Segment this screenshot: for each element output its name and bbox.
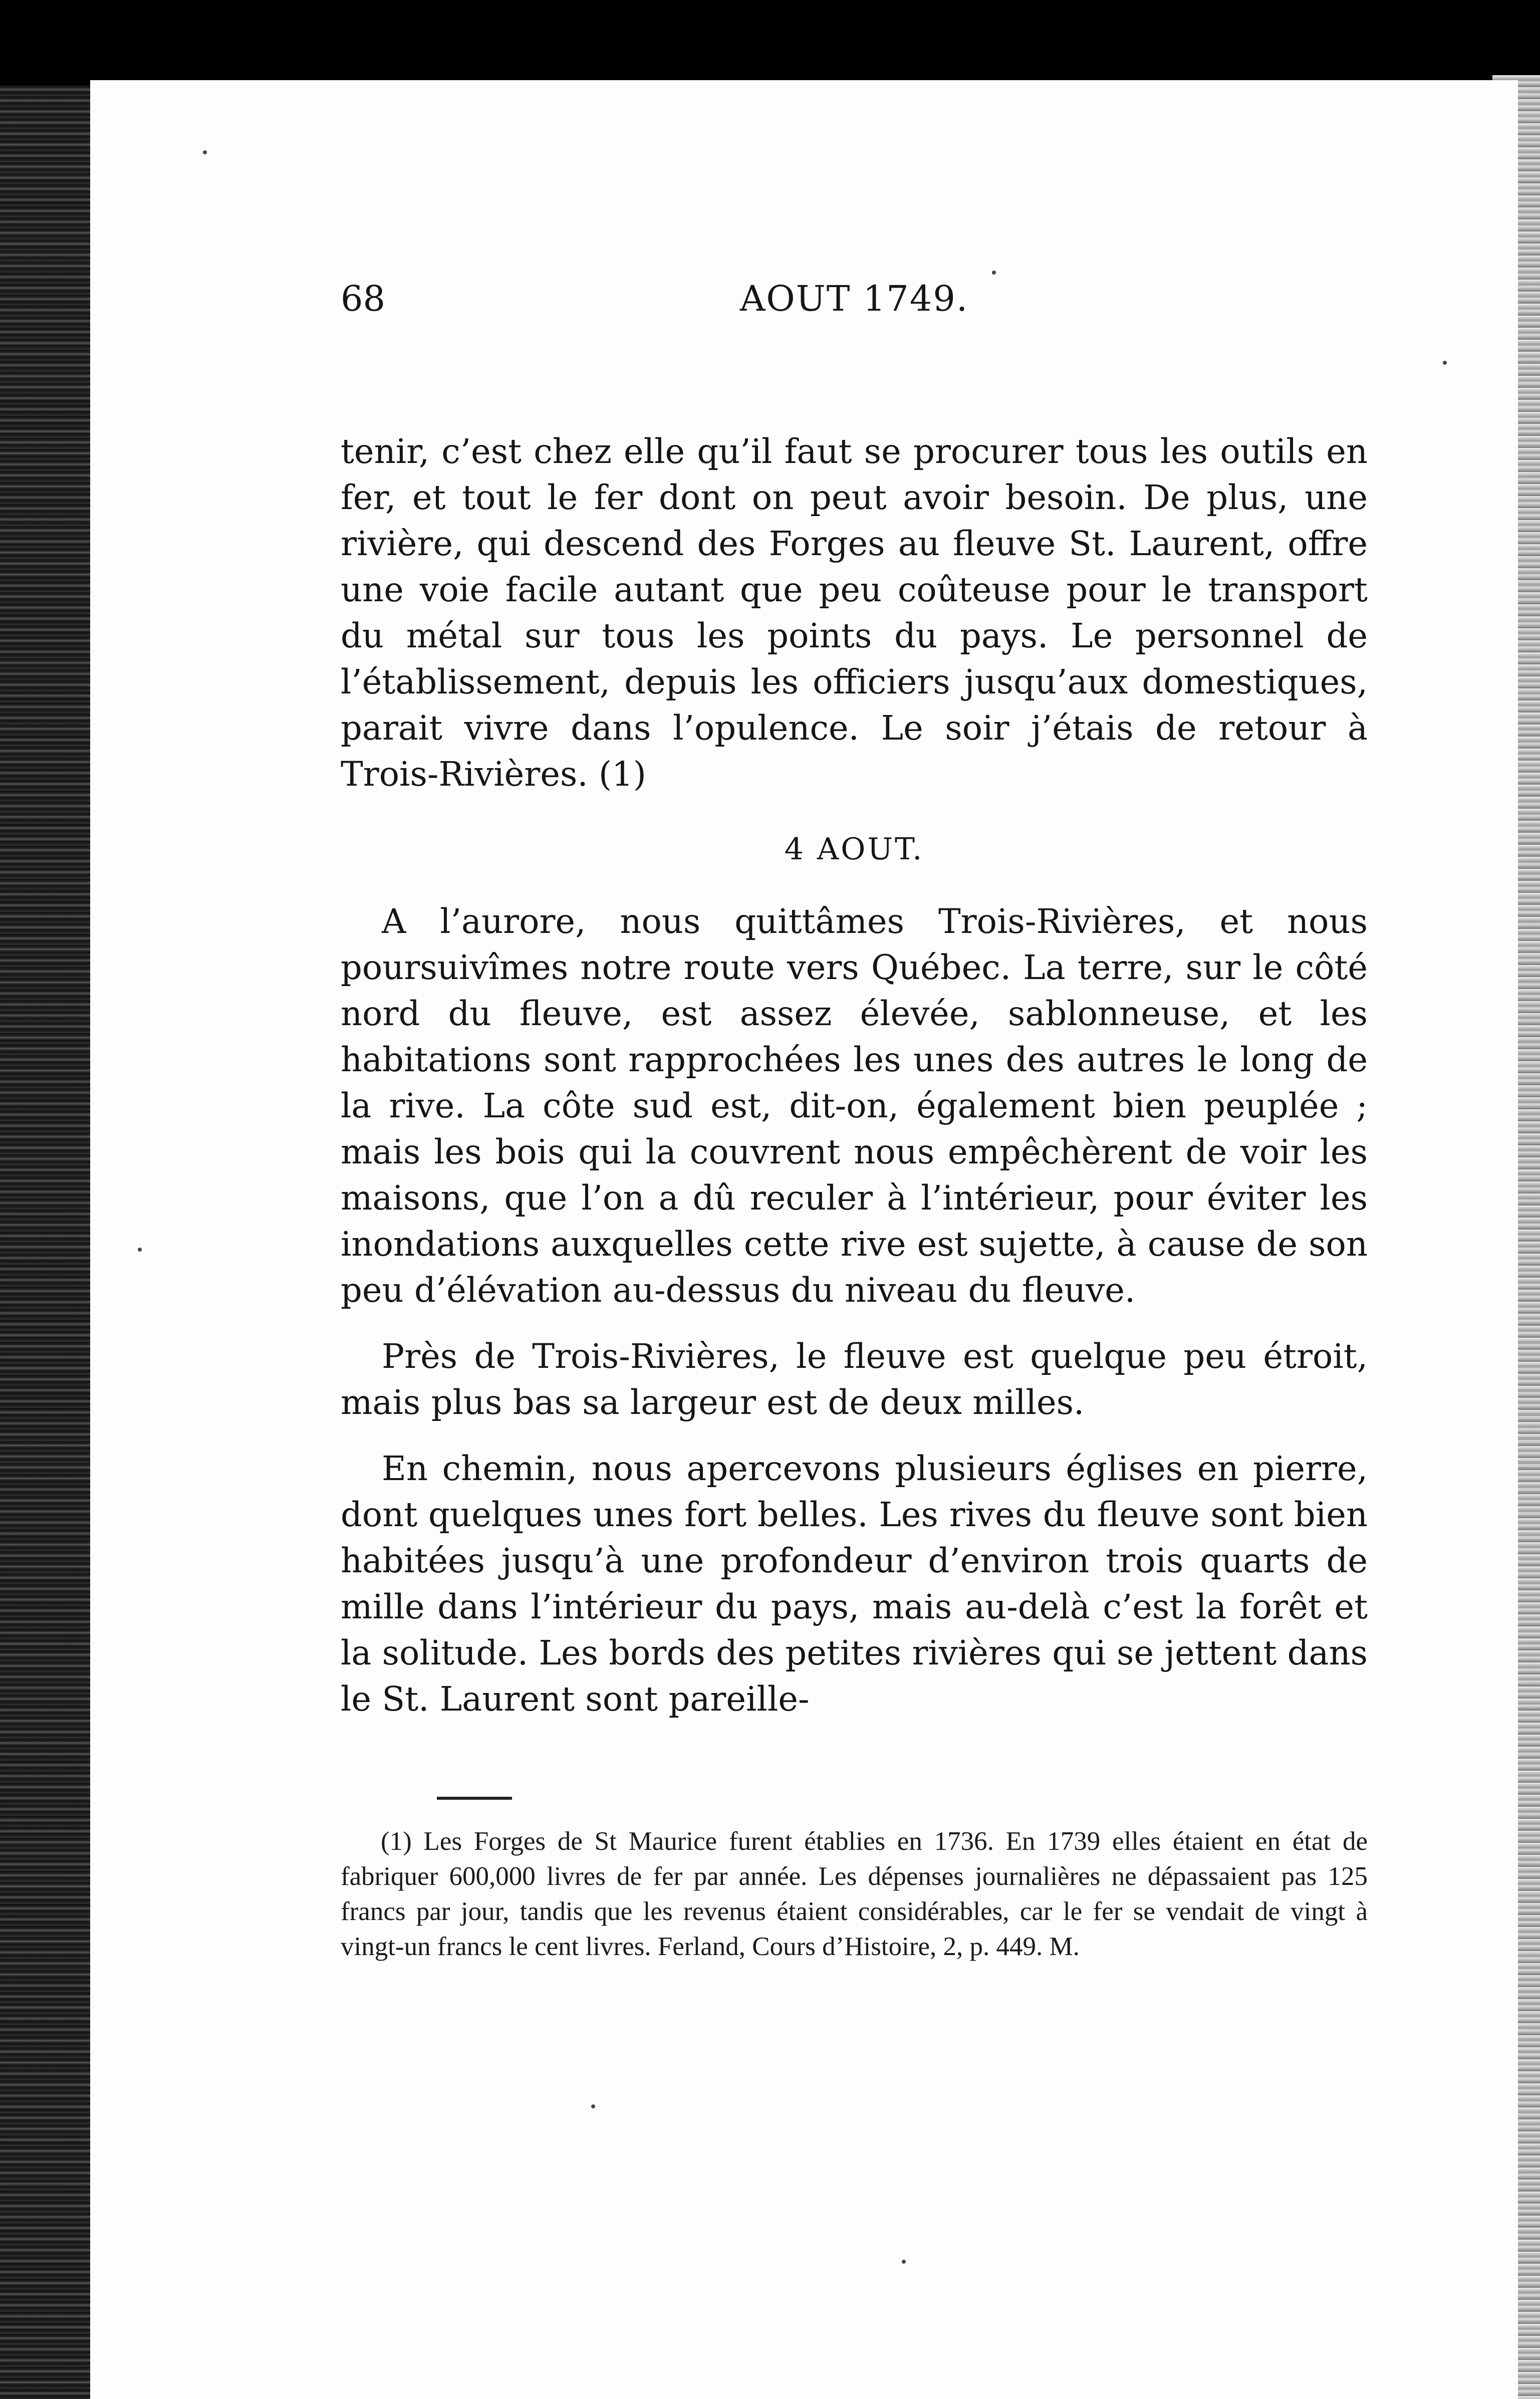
- paragraph-4: En chemin, nous apercevons plusieurs églises en pierre, dont quelques unes fort belles. Les rives du fleuve sont bien habitées jusqu’à une profondeur d’environ trois quarts de mille dans l’intérieur du pays, mais au-delà c’est la forêt et la solitude. Les bords des petites rivières qui se jettent dans le St. Laurent sont pareille-: [341, 1449, 1368, 1719]
- scan-left-edge: [0, 85, 95, 2399]
- body-text: [341, 428, 1368, 1722]
- footnote: (1) Les Forges de St Maurice furent établies en 1736. En 1739 elles étaient en état de fabriquer 600,000 livres de fer par année. Les dépenses journalières ne dépassaient pas 125 francs par jour, tandis que les revenus étaient considérables, car le fer se vendait de vingt à vingt-un francs le cent livres. Ferland, Cours d’Histoire, 2, p. 449. M.: [341, 1827, 1368, 1961]
- scan-speck: [138, 1248, 142, 1252]
- paragraph-1: tenir, c’est chez elle qu’il faut se procurer tous les outils en fer, et tout le fer dont on peut avoir besoin. De plus, une rivière, qui descend des Forges au fleuve St. Laurent, offre une voie facile autant que peu coûteuse pour le transport du métal sur tous les points du pays. Le personnel de l’établissement, depuis les officiers jusqu’aux domestiques, parait vivre dans l’opulence. Le soir j’étais de retour à Trois-Rivières. (1): [341, 432, 1368, 794]
- footnote-rule: [437, 1797, 512, 1800]
- page-number: 68: [341, 278, 386, 319]
- scan-speck: [902, 2260, 906, 2264]
- section-heading: 4 AOUT.: [784, 832, 924, 867]
- paragraph-3: Près de Trois-Rivières, le fleuve est quelque peu étroit, mais plus bas sa largeur est de deux milles.: [341, 1337, 1368, 1422]
- paragraph-2: A l’aurore, nous quittâmes Trois-Rivières, et nous poursuivîmes notre route vers Québec. La terre, sur le côté nord du fleuve, est assez élevée, sablonneuse, et les habitations sont rapprochées les unes des autres le long de la rive. La côte sud est, dit-on, également bien peuplée ; mais les bois qui la couvrent nous empêchèrent de voir les maisons, que l’on a dû reculer à l’intérieur, pour éviter les inondations auxquelles cette rive est sujette, à cause de son peu d’élévation au-dessus du niveau du fleuve.: [341, 902, 1368, 1310]
- scan-speck: [591, 2104, 595, 2108]
- scan-speck: [203, 150, 207, 154]
- scan-speck: [992, 271, 996, 275]
- page-header: [341, 278, 1368, 333]
- scan-speck: [1443, 361, 1447, 365]
- running-head: AOUT 1749.: [739, 278, 969, 319]
